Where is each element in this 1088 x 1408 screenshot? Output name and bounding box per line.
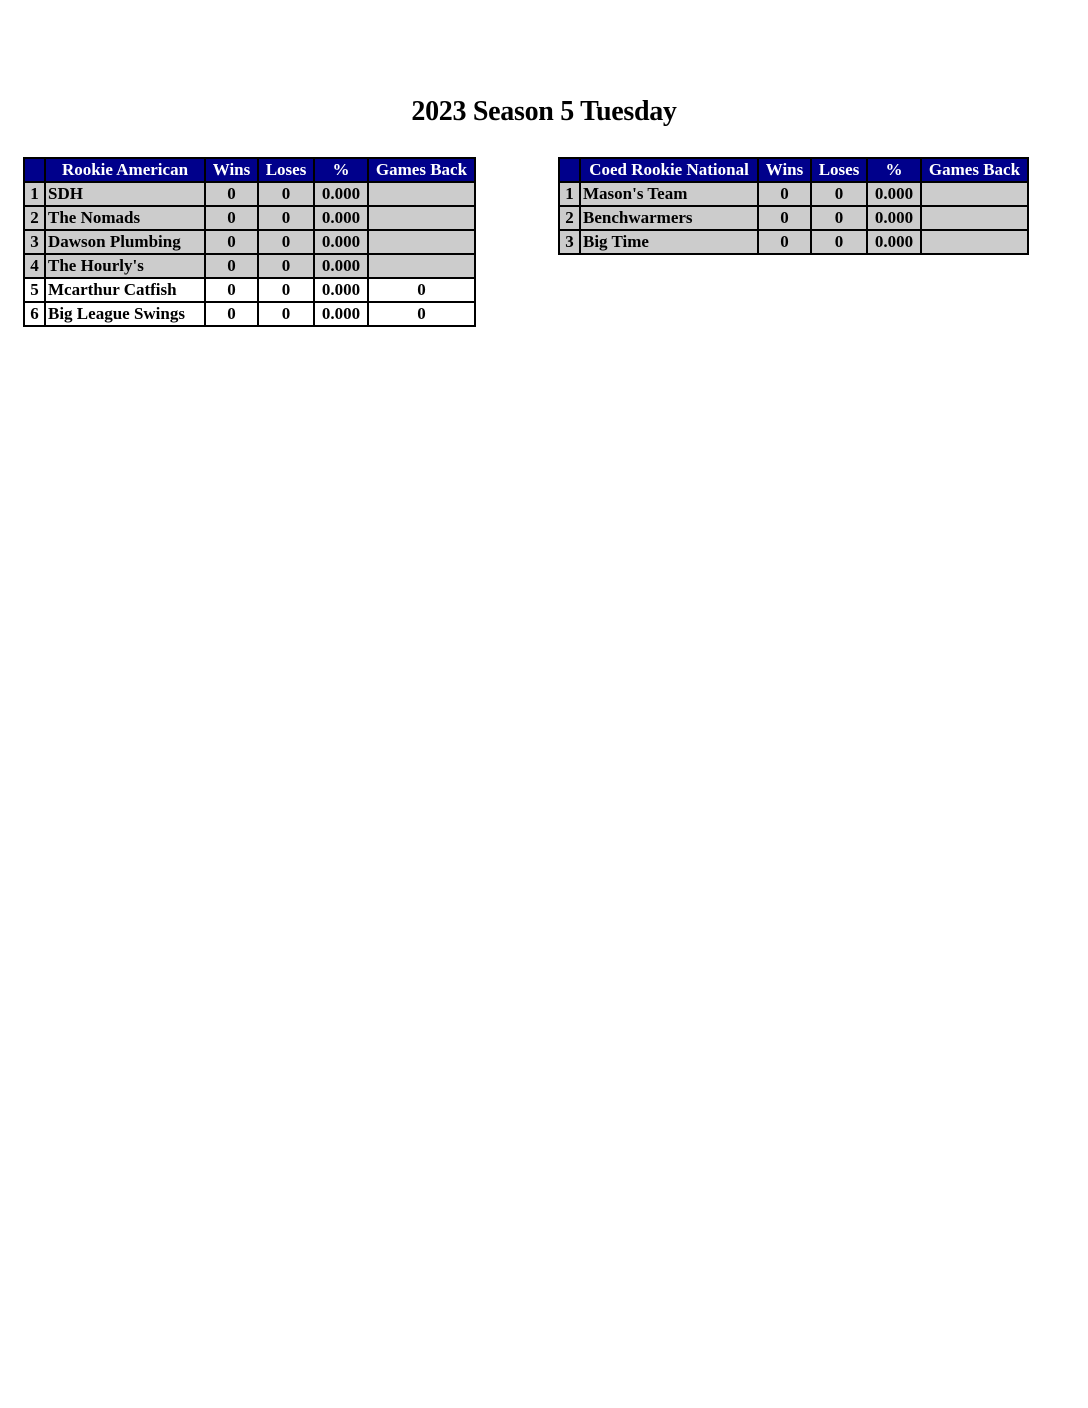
header-loses: Loses xyxy=(258,158,314,182)
header-pct: % xyxy=(314,158,368,182)
team-cell: The Hourly's xyxy=(45,254,205,278)
header-wins: Wins xyxy=(205,158,258,182)
games-back-cell xyxy=(368,230,475,254)
pct-cell: 0.000 xyxy=(314,278,368,302)
table-row xyxy=(24,182,475,206)
team-cell: Big League Swings xyxy=(45,302,205,326)
loses-cell: 0 xyxy=(811,182,867,206)
standings-table-rookie-american xyxy=(23,157,476,327)
header-rank xyxy=(24,158,45,182)
table-row xyxy=(559,230,1028,254)
wins-cell: 0 xyxy=(205,254,258,278)
pct-cell: 0.000 xyxy=(314,182,368,206)
pct-cell: 0.000 xyxy=(867,206,921,230)
wins-cell: 0 xyxy=(205,206,258,230)
loses-cell: 0 xyxy=(811,206,867,230)
header-division: Rookie American xyxy=(45,158,205,182)
table-row xyxy=(24,254,475,278)
games-back-cell: 0 xyxy=(368,278,475,302)
loses-cell: 0 xyxy=(811,230,867,254)
rank-cell: 1 xyxy=(559,182,580,206)
loses-cell: 0 xyxy=(258,302,314,326)
table-row xyxy=(559,182,1028,206)
wins-cell: 0 xyxy=(205,278,258,302)
header-games-back: Games Back xyxy=(368,158,475,182)
rank-cell: 6 xyxy=(24,302,45,326)
wins-cell: 0 xyxy=(758,206,811,230)
pct-cell: 0.000 xyxy=(867,230,921,254)
rank-cell: 1 xyxy=(24,182,45,206)
pct-cell: 0.000 xyxy=(867,182,921,206)
games-back-cell xyxy=(368,206,475,230)
page-title: 2023 Season 5 Tuesday xyxy=(411,96,677,127)
team-cell: Dawson Plumbing xyxy=(45,230,205,254)
pct-cell: 0.000 xyxy=(314,302,368,326)
pct-cell: 0.000 xyxy=(314,206,368,230)
rank-cell: 4 xyxy=(24,254,45,278)
header-loses: Loses xyxy=(811,158,867,182)
wins-cell: 0 xyxy=(205,230,258,254)
table-row xyxy=(559,206,1028,230)
loses-cell: 0 xyxy=(258,230,314,254)
loses-cell: 0 xyxy=(258,278,314,302)
wins-cell: 0 xyxy=(758,182,811,206)
rank-cell: 2 xyxy=(559,206,580,230)
games-back-cell xyxy=(368,182,475,206)
table-header-row xyxy=(24,158,475,182)
rank-cell: 5 xyxy=(24,278,45,302)
team-cell: Benchwarmers xyxy=(580,206,758,230)
team-cell: SDH xyxy=(45,182,205,206)
wins-cell: 0 xyxy=(205,182,258,206)
team-cell: Big Time xyxy=(580,230,758,254)
games-back-cell xyxy=(921,182,1028,206)
pct-cell: 0.000 xyxy=(314,254,368,278)
table-row xyxy=(24,230,475,254)
games-back-cell xyxy=(368,254,475,278)
table-row xyxy=(24,278,475,302)
table-row xyxy=(24,206,475,230)
rank-cell: 2 xyxy=(24,206,45,230)
header-rank xyxy=(559,158,580,182)
loses-cell: 0 xyxy=(258,254,314,278)
loses-cell: 0 xyxy=(258,206,314,230)
games-back-cell: 0 xyxy=(368,302,475,326)
games-back-cell xyxy=(921,230,1028,254)
header-division: Coed Rookie National xyxy=(580,158,758,182)
header-games-back: Games Back xyxy=(921,158,1028,182)
header-pct: % xyxy=(867,158,921,182)
loses-cell: 0 xyxy=(258,182,314,206)
table-header-row xyxy=(559,158,1028,182)
team-cell: The Nomads xyxy=(45,206,205,230)
standings-table-coed-rookie-national xyxy=(558,157,1029,255)
team-cell: Mason's Team xyxy=(580,182,758,206)
wins-cell: 0 xyxy=(758,230,811,254)
wins-cell: 0 xyxy=(205,302,258,326)
games-back-cell xyxy=(921,206,1028,230)
table-row xyxy=(24,302,475,326)
team-cell: Mcarthur Catfish xyxy=(45,278,205,302)
pct-cell: 0.000 xyxy=(314,230,368,254)
rank-cell: 3 xyxy=(24,230,45,254)
rank-cell: 3 xyxy=(559,230,580,254)
header-wins: Wins xyxy=(758,158,811,182)
